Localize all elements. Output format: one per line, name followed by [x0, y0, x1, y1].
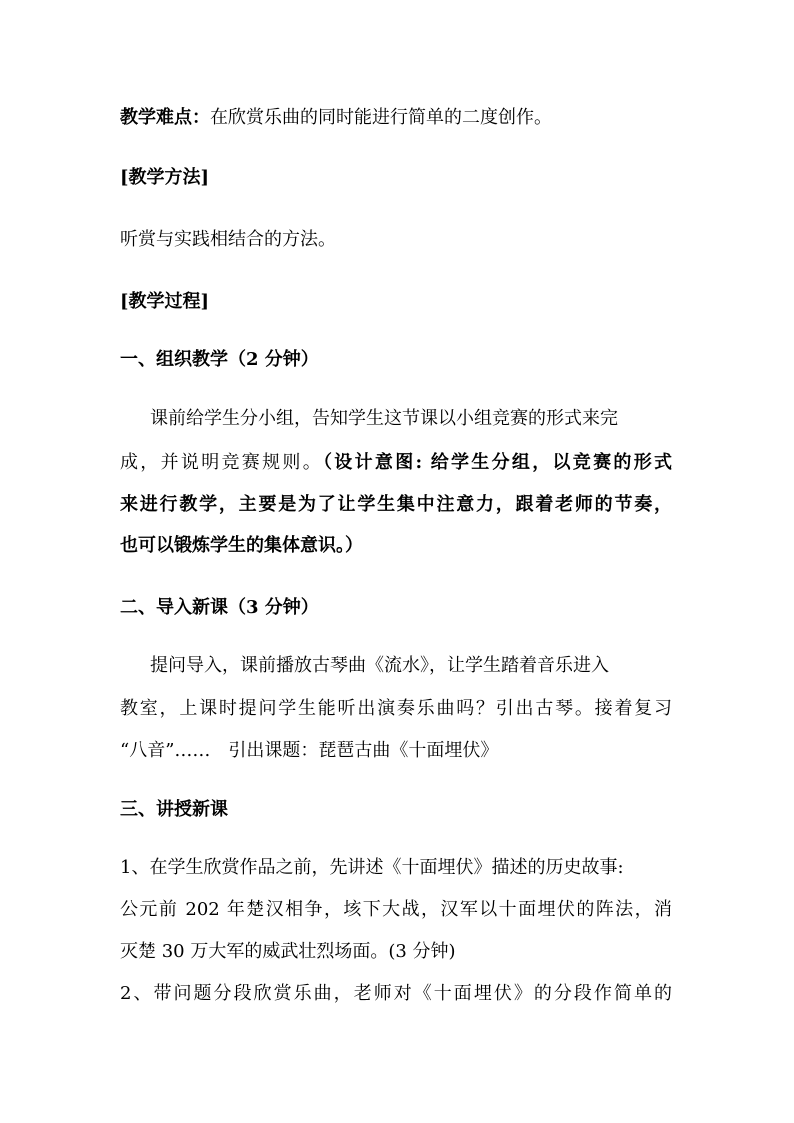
- section-organize-line-2-plain: 成，并说明竞赛规则。: [120, 452, 323, 473]
- design-intent-start: （设计意图: 给学生分组，以竞赛的形式: [323, 452, 672, 473]
- teaching-difficulty: [120, 106, 552, 130]
- section-introduce-line-3: “八音”…… 引出课题：琵琶古曲《十面埋伏》: [120, 740, 499, 761]
- teach-item-1-line-1: 1、在学生欣赏作品之前，先讲述《十面埋伏》描述的历史故事:: [120, 857, 624, 878]
- section-introduce-line-2: 教室，上课时提问学生能听出演奏乐曲吗？引出古琴。接着复习: [120, 698, 672, 719]
- teach-item-2-line-1: 2、带问题分段欣赏乐曲，老师对《十面埋伏》的分段作简单的: [120, 983, 672, 1004]
- teach-item-1-line-3: 灭楚 30 万大军的威武壮烈场面。(3 分钟): [120, 941, 456, 962]
- section-introduce-heading: 二、导入新课（3 分钟）: [120, 597, 319, 618]
- teaching-process-heading: [教学过程]: [120, 291, 210, 312]
- section-organize-line-1: 课前给学生分小组，告知学生这节课以小组竞赛的形式来完: [150, 408, 618, 429]
- design-intent-line-2: 来进行教学，主要是为了让学生集中注意力，跟着老师的节奏，: [120, 494, 672, 515]
- design-intent-line-3: 也可以锻炼学生的集体意识。）: [120, 535, 363, 556]
- section-organize-line-2: [120, 451, 672, 475]
- teach-item-1-line-2: 公元前 202 年楚汉相争，垓下大战，汉军以十面埋伏的阵法，消: [120, 899, 672, 920]
- section-organize-heading: 一、组织教学（2 分钟）: [120, 349, 319, 370]
- section-introduce-line-1: 提问导入，课前播放古琴曲《流水》，让学生踏着音乐进入: [150, 655, 609, 676]
- teaching-difficulty-text: 在欣赏乐曲的同时能进行简单的二度创作。: [210, 107, 552, 128]
- teaching-methods-heading: [教学方法]: [120, 167, 210, 188]
- teaching-methods-text: 听赏与实践相结合的方法。: [120, 229, 336, 250]
- section-teach-heading: 三、讲授新课: [120, 799, 228, 820]
- teaching-difficulty-label: 教学难点：: [120, 107, 210, 128]
